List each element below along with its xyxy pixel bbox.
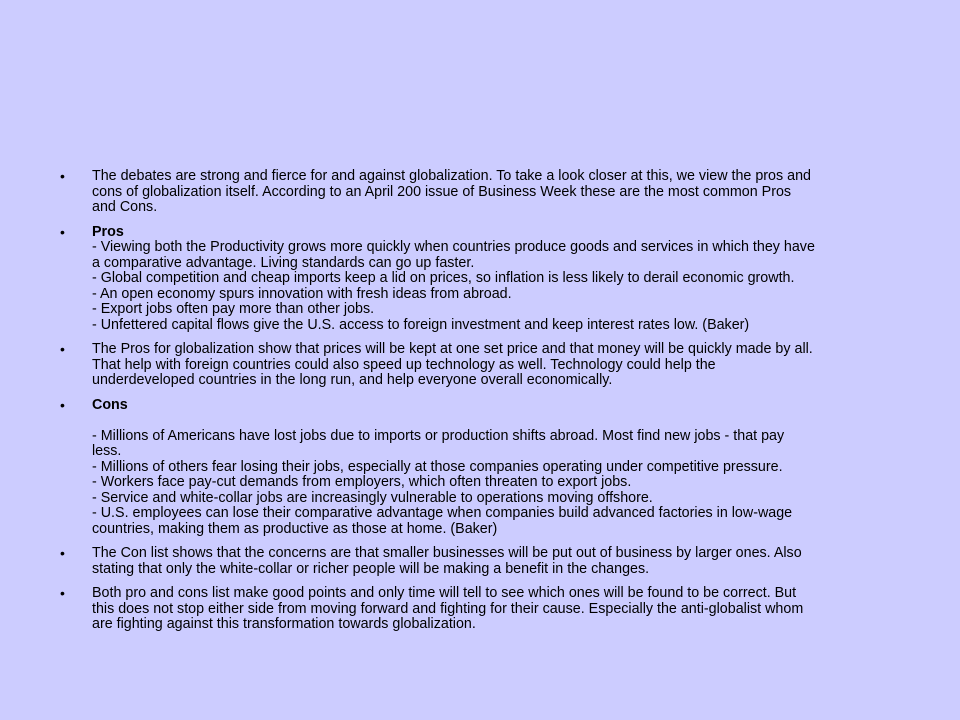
text-line: - U.S. employees can lose their comparative advantage when companies build advanced factories in low-wage (92, 505, 793, 521)
text-line: cons of globalization itself. According to an April 200 issue of Business Week these are the most common Pros (92, 183, 792, 200)
bullet-text (92, 398, 920, 538)
bullet-item (60, 546, 920, 577)
bullet-text (92, 169, 920, 216)
bullet-marker: • (60, 545, 65, 561)
text-line: The Pros for globalization show that prices will be kept at one set price and that money will be quickly made by all. (92, 341, 813, 357)
bullet-heading: Cons (92, 396, 128, 413)
text-line: - Global competition and cheap imports keep a lid on prices, so inflation is less likely to derail economic growth. (92, 270, 795, 286)
bullet-text (92, 225, 920, 334)
text-line: The Con list shows that the concerns are that smaller businesses will be put out of business by larger ones. Also (92, 545, 802, 561)
text-line: - Unfettered capital flows give the U.S. access to foreign investment and keep interest rates low. (Baker) (92, 316, 750, 333)
text-line: - Viewing both the Productivity grows more quickly when countries produce goods and services in which they have (92, 239, 815, 255)
text-line: - Millions of Americans have lost jobs due to imports or production shifts abroad. Most find new jobs - that pay (92, 427, 785, 444)
text-line: this does not stop either side from moving forward and fighting for their cause. Especially the anti-globalist whom (92, 600, 804, 617)
bullet-item (60, 398, 920, 538)
text-line: Both pro and cons list make good points and only time will tell to see which ones will be found to be correct. But (92, 585, 797, 601)
text-line: The debates are strong and fierce for and against globalization. To take a look closer at this, we view the pros and (92, 168, 811, 184)
bullet-text (92, 586, 920, 633)
text-line: underdeveloped countries in the long run, and help everyone overall economically. (92, 372, 613, 388)
bullet-item (60, 225, 920, 334)
text-line: countries, making them as productive as those at home. (Baker) (92, 520, 498, 537)
bullet-marker: • (60, 168, 65, 184)
text-line: - An open economy spurs innovation with fresh ideas from abroad. (92, 285, 512, 302)
bullet-marker: • (60, 223, 65, 240)
bullet-text (92, 342, 920, 389)
text-line: stating that only the white-collar or richer people will be making a benefit in the changes. (92, 560, 650, 577)
text-line: are fighting against this transformation towards globalization. (92, 616, 476, 632)
bullet-item (60, 586, 920, 633)
bullet-marker: • (60, 341, 65, 357)
text-line: That help with foreign countries could also speed up technology as well. Technology could help the (92, 356, 716, 373)
bullet-heading: Pros (92, 223, 124, 240)
text-line: a comparative advantage. Living standards can go up faster. (92, 254, 475, 271)
text-line: - Export jobs often pay more than other jobs. (92, 301, 375, 317)
text-line: - Millions of others fear losing their jobs, especially at those companies operating under competitive pressure. (92, 458, 783, 475)
bullet-text (92, 546, 920, 577)
text-line: and Cons. (92, 199, 158, 215)
bullet-marker: • (60, 585, 65, 601)
text-line (92, 413, 920, 429)
text-line: less. (92, 443, 122, 459)
bullet-item (60, 169, 920, 216)
text-line: - Service and white-collar jobs are increasingly vulnerable to operations moving offshore. (92, 489, 653, 506)
text-line: - Workers face pay-cut demands from employers, which often threaten to export jobs. (92, 474, 632, 490)
bullet-list (60, 169, 920, 642)
bullet-item (60, 342, 920, 389)
bullet-marker: • (60, 396, 65, 413)
